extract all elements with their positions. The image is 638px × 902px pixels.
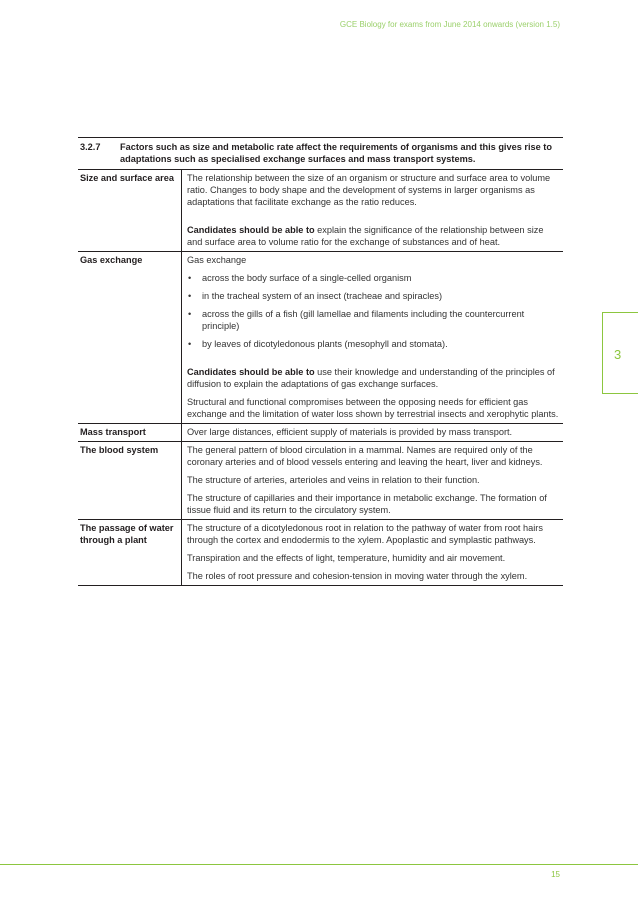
- candidates-paragraph: [187, 224, 560, 248]
- section-title: Factors such as size and metabolic rate affect the requirements of organisms and this gives rise to adaptations such as specialised exchange surfaces and mass transport systems.: [120, 142, 552, 164]
- candidates-text: use their knowledge and understanding of the principles of diffusion to explain the adaptations of gas exchange surfaces.: [187, 367, 555, 389]
- page-number: 15: [551, 870, 560, 879]
- bullet-list: [187, 272, 560, 350]
- paragraph: The roles of root pressure and cohesion-tension in moving water through the xylem.: [187, 571, 528, 581]
- paragraph: The structure of arteries, arterioles and veins in relation to their function.: [187, 475, 480, 485]
- paragraph: The relationship between the size of an organism or structure and surface area to volume ratio. Changes to body shape and the development of systems in larger organisms as adaptations that facilitate exchange as the ratio reduces.: [187, 173, 551, 207]
- candidates-lead: Candidates should be able to: [187, 225, 315, 235]
- row-label: The passage of water through a plant: [78, 520, 182, 586]
- list-item: • by leaves of dicotyledonous plants (mesophyll and stomata).: [187, 338, 560, 350]
- table-row: [78, 442, 563, 520]
- paragraph: Gas exchange: [187, 255, 247, 265]
- table-row: [78, 520, 563, 586]
- paragraph: Over large distances, efficient supply of materials is provided by mass transport.: [187, 427, 513, 437]
- row-label: The blood system: [78, 442, 182, 520]
- paragraph: The general pattern of blood circulation in a mammal. Names are required only of the coronary arteries and of blood vessels entering and leaving the heart, liver and kidneys.: [187, 445, 543, 467]
- row-label: Mass transport: [78, 424, 182, 442]
- running-header: GCE Biology for exams from June 2014 onwards (version 1.5): [339, 20, 560, 29]
- section-number: 3.2.7: [80, 142, 101, 152]
- list-item: • across the body surface of a single-celled organism: [187, 272, 560, 284]
- paragraph: The structure of a dicotyledonous root in relation to the pathway of water from root hairs through the cortex and endodermis to the xylem. Apoplastic and symplastic pathways.: [187, 523, 543, 545]
- spec-table: [78, 137, 563, 586]
- row-body: [182, 170, 564, 252]
- paragraph: The structure of capillaries and their importance in metabolic exchange. The formation of tissue fluid and its return to the circulatory system.: [187, 493, 547, 515]
- paragraph: Transpiration and the effects of light, temperature, humidity and air movement.: [187, 553, 506, 563]
- content-table: [78, 170, 563, 585]
- row-body: [182, 442, 564, 520]
- table-row: [78, 424, 563, 442]
- row-label: Size and surface area: [78, 170, 182, 252]
- candidates-text: explain the significance of the relationship between size and surface area to volume ratio for the exchange of substances and of heat.: [187, 225, 544, 247]
- row-body: [182, 520, 564, 586]
- paragraph: Structural and functional compromises between the opposing needs for efficient gas exchange and the limitation of water loss shown by terrestrial insects and xerophytic plants.: [187, 397, 559, 419]
- candidates-paragraph: [187, 366, 560, 390]
- row-label: Gas exchange: [78, 252, 182, 424]
- row-body: [182, 424, 564, 442]
- section-tab-number: 3: [614, 347, 622, 362]
- list-item: • in the tracheal system of an insect (tracheae and spiracles): [187, 290, 560, 302]
- table-row: [78, 252, 563, 424]
- footer-rule: [0, 864, 638, 865]
- section-tab[interactable]: [602, 312, 638, 394]
- list-item: • across the gills of a fish (gill lamellae and filaments including the countercurrent principle): [187, 308, 560, 332]
- table-row: [78, 170, 563, 252]
- section-heading: [78, 138, 563, 170]
- candidates-lead: Candidates should be able to: [187, 367, 315, 377]
- row-body: [182, 252, 564, 424]
